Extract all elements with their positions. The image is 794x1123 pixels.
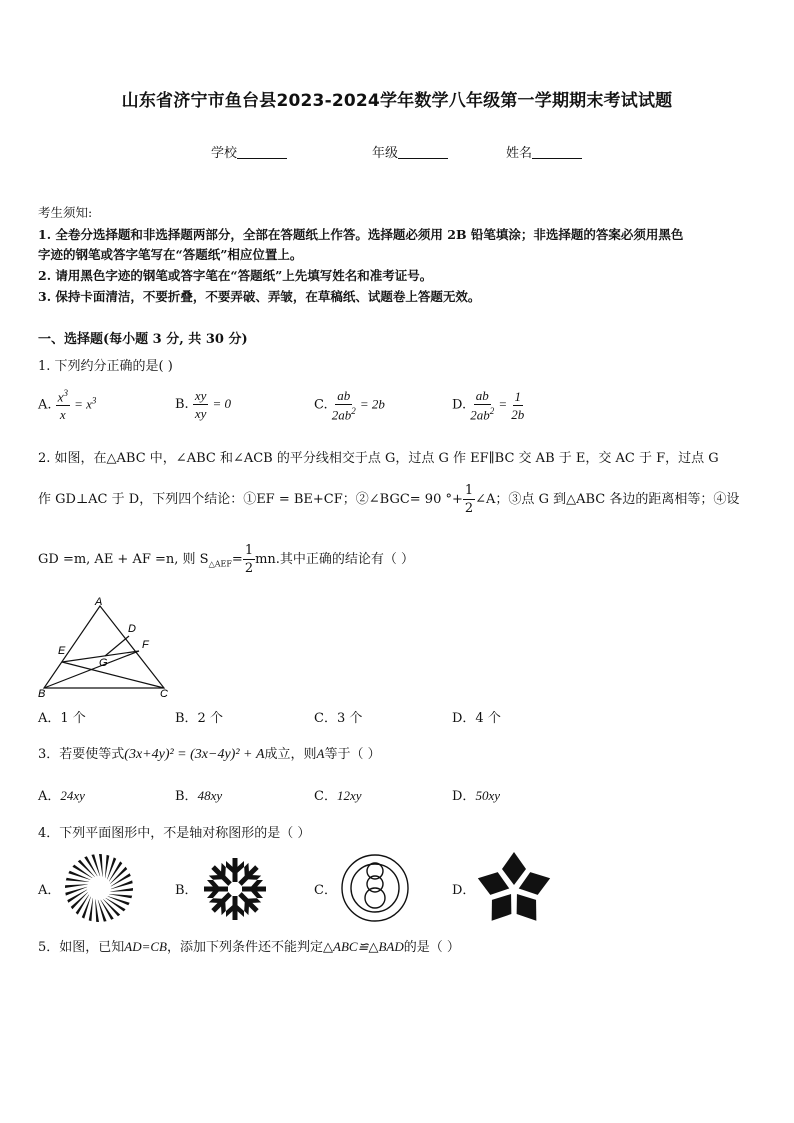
page-title: 山东省济宁市鱼台县2023-2024学年数学八年级第一学期期末考试试题 <box>121 91 673 111</box>
q1-a-num: x <box>57 389 64 405</box>
q3-d-value: 50xy <box>475 788 500 803</box>
q2-l2-den: 2 <box>464 501 474 516</box>
q4-stem: 4．下列平面图形中，不是轴对称图形的是（ ） <box>38 826 311 841</box>
q2-l3a: GD =m, AE + AF =n, 则 S <box>38 552 209 567</box>
q1-option-a[interactable] <box>38 389 96 421</box>
q2-option-a[interactable]: A．1 个 <box>38 711 86 726</box>
q4-option-c[interactable]: C． <box>314 883 337 898</box>
q3-b-value: 48xy <box>197 788 223 803</box>
notice-heading: 考生须知: <box>38 205 93 220</box>
q1-a-rhs: = x <box>74 396 92 412</box>
q2-l3-den: 2 <box>244 561 254 576</box>
q4-option-d[interactable]: D． <box>452 883 476 898</box>
q1-d-eq: = <box>498 396 508 412</box>
q3-stem-c: 等于（ ） <box>324 747 381 762</box>
pinwheel-star-icon <box>476 851 552 925</box>
q1-a-den: x <box>59 407 66 423</box>
q1-option-c[interactable] <box>314 389 385 421</box>
label-b: B <box>38 688 46 700</box>
label-a: A <box>95 596 103 608</box>
q3-d-label: D． <box>452 789 476 804</box>
q2-l2-num: 1 <box>464 483 474 498</box>
q1-b-rhs: = 0 <box>212 396 232 411</box>
q3-option-c[interactable] <box>314 785 362 804</box>
notice-line-1a: 1. 全卷分选择题和非选择题两部分，全部在答题纸上作答。选择题必须用 2B 铅笔填涂；非选择题的答案必须用黑色 <box>38 227 684 242</box>
q1-stem: 1. 下列约分正确的是( ) <box>38 359 173 374</box>
name-blank[interactable] <box>532 145 582 159</box>
q2-option-b[interactable]: B．2 个 <box>175 711 223 726</box>
q1-d-label: D. <box>452 397 467 413</box>
label-e: E <box>58 645 66 657</box>
name-field <box>506 142 582 161</box>
label-c: C <box>160 688 168 700</box>
q5-stem-c: 的是（ ） <box>403 940 460 955</box>
q5-stem-b: ，添加下列条件还不能判定 <box>167 940 324 955</box>
label-f: F <box>142 639 149 651</box>
grade-label: 年级 <box>372 146 399 161</box>
q3-variable: A <box>316 746 325 761</box>
q2-l3b: mn.其中正确的结论有（ ） <box>255 552 415 567</box>
q1-option-b[interactable] <box>175 389 231 420</box>
notice-line-1b: 字迹的钢笔或答字笔写在“答题纸”相应位置上。 <box>38 247 303 262</box>
q4-option-b[interactable]: B． <box>175 883 198 898</box>
q3-stem <box>38 743 381 763</box>
q2-l2b: ∠A；③点 G 到△ABC 各边的距离相等；④设 <box>475 492 740 507</box>
q3-stem-a: 3．若要使等式 <box>38 747 125 762</box>
q3-a-label: A． <box>38 789 61 804</box>
q1-c-den: 2ab <box>331 407 352 423</box>
school-blank[interactable] <box>237 145 287 159</box>
q2-l3-sub: △AEF <box>208 559 232 569</box>
q2-option-d[interactable]: D．4 个 <box>452 711 501 726</box>
q2-l3-num: 1 <box>244 543 254 558</box>
q3-expression: (3x+4y)² = (3x−4y)² + A <box>124 747 265 762</box>
snowflake-star-icon <box>202 856 268 922</box>
q3-c-value: 12xy <box>336 788 362 803</box>
q1-d-den: 2ab <box>470 407 490 423</box>
school-label: 学校 <box>211 146 238 161</box>
nested-circles-icon <box>340 853 410 923</box>
q1-b-den: xy <box>194 406 207 421</box>
q2-line-1: 2. 如图，在△ABC 中，∠ABC 和∠ACB 的平分线相交于点 G，过点 G 作 EF∥BC 交 AB 于 E，交 AC 于 F，过点 G <box>38 451 719 466</box>
grade-blank[interactable] <box>398 145 448 159</box>
q1-d-rden: 2b <box>511 406 525 422</box>
label-g: G <box>99 657 108 669</box>
q3-b-label: B． <box>175 789 198 804</box>
radial-sunburst-icon <box>64 853 134 923</box>
q1-c-rhs: = 2b <box>359 396 385 412</box>
name-label: 姓名 <box>506 146 533 161</box>
q1-d-rnum: 1 <box>514 388 522 404</box>
q1-d-num: ab <box>475 388 489 403</box>
q5-stem <box>38 936 460 955</box>
q1-c-label: C. <box>314 397 328 413</box>
q3-a-value: 24xy <box>60 788 85 803</box>
q5-congruence: △ABC≌△BAD <box>323 939 404 954</box>
notice-line-3: 3. 保持卡面清洁，不要折叠，不要弄破、弄皱，在草稿纸、试题卷上答题无效。 <box>38 289 481 304</box>
q3-c-label: C． <box>314 789 337 804</box>
q2-line-3 <box>38 544 414 575</box>
q1-a-rhs-sup: 3 <box>91 395 97 406</box>
q1-b-num: xy <box>194 388 207 403</box>
q2-option-c[interactable]: C．3 个 <box>314 711 363 726</box>
q2-line-2 <box>38 484 739 515</box>
q2-l2a: 作 GD⊥AC 于 D，下列四个结论：①EF = BE+CF；②∠BGC= 90 °+ <box>38 492 463 507</box>
q1-c-den-sup: 2 <box>351 406 356 416</box>
q1-a-label: A. <box>38 397 52 413</box>
q3-option-b[interactable] <box>175 785 222 804</box>
q1-d-den-sup: 2 <box>489 406 495 416</box>
grade-field <box>372 142 448 161</box>
q3-option-a[interactable] <box>38 785 85 804</box>
q5-stem-a: 5．如图，已知 <box>38 940 125 955</box>
section-heading: 一、选择题(每小题 3 分, 共 30 分) <box>38 332 248 347</box>
q4-option-a[interactable]: A． <box>38 883 61 898</box>
notice-line-2: 2. 请用黑色字迹的钢笔或答字笔在“答题纸”上先填写姓名和准考证号。 <box>38 268 433 283</box>
q3-option-d[interactable] <box>452 785 500 804</box>
q3-stem-b: 成立，则 <box>264 747 317 762</box>
q1-option-d[interactable] <box>452 389 524 421</box>
q2-l3-eq: = <box>231 552 243 567</box>
school-field <box>211 142 287 161</box>
q2-triangle-figure <box>36 596 176 700</box>
q1-c-num: ab <box>337 388 351 403</box>
q5-condition: AD=CB <box>124 939 167 954</box>
q1-a-num-sup: 3 <box>63 388 68 398</box>
label-d: D <box>128 623 136 635</box>
q1-b-label: B. <box>175 397 189 412</box>
